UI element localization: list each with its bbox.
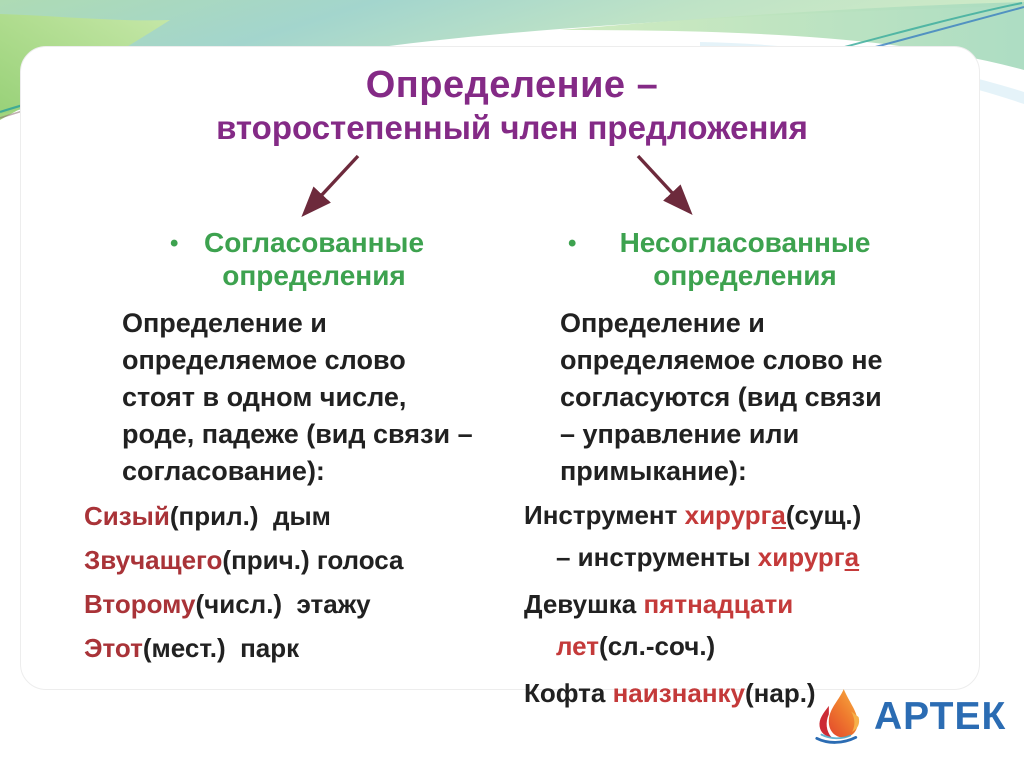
right-heading-line-1: Несогласованные [619, 227, 871, 258]
artek-logo [814, 686, 1006, 748]
right-heading-text [590, 226, 900, 292]
left-body-text [122, 305, 524, 490]
example-line: Девушка пятнадцати [524, 589, 794, 619]
branch-arrows [270, 152, 740, 224]
body-line: согласование): [122, 456, 325, 486]
slide-title [0, 62, 1024, 148]
example-line: Звучащего(прич.) голоса [84, 545, 404, 575]
left-heading [84, 226, 524, 292]
example-line: – инструменты хирурга [556, 542, 860, 572]
body-line: – управление или [560, 419, 800, 449]
slide-title-line-2: второстепенный член предложения [216, 109, 808, 146]
left-heading-text [184, 226, 444, 292]
body-line: стоят в одном числе, [122, 382, 407, 412]
right-heading-line-2: определения [653, 260, 837, 291]
arrow-right-icon [638, 156, 688, 210]
bullet-icon: • [568, 230, 577, 257]
example-line: Кофта наизнанку(нар.) [524, 678, 816, 708]
example-line: Сизый(прил.) дым [84, 501, 331, 531]
body-line: Определение и [560, 308, 765, 338]
bullet-icon: • [170, 230, 179, 257]
left-heading-line-2: определения [222, 260, 406, 291]
body-line: примыкание): [560, 456, 747, 486]
slide-title-line-1: Определение – [365, 64, 659, 106]
body-line: определяемое слово [122, 345, 406, 375]
body-line: роде, падеже (вид связи – [122, 419, 473, 449]
left-examples [84, 494, 524, 670]
right-examples [524, 494, 1004, 714]
body-line: определяемое слово не [560, 345, 883, 375]
example-line: Второму(числ.) этажу [84, 589, 371, 619]
logo-text: АРТЕК [874, 695, 1007, 738]
example-line: Инструмент хирурга(сущ.) [524, 500, 862, 530]
flame-icon [814, 686, 866, 748]
body-line: согласуются (вид связи [560, 382, 882, 412]
column-nonagreed-definitions [524, 226, 1004, 714]
left-heading-line-1: Согласованные [203, 227, 425, 258]
right-heading [524, 226, 1004, 292]
body-line: Определение и [122, 308, 327, 338]
example-line: Этот(мест.) парк [84, 633, 300, 663]
column-agreed-definitions [84, 226, 524, 670]
example-line: лет(сл.-соч.) [556, 631, 716, 661]
arrow-left-icon [306, 156, 358, 212]
right-body-text [560, 305, 1004, 490]
